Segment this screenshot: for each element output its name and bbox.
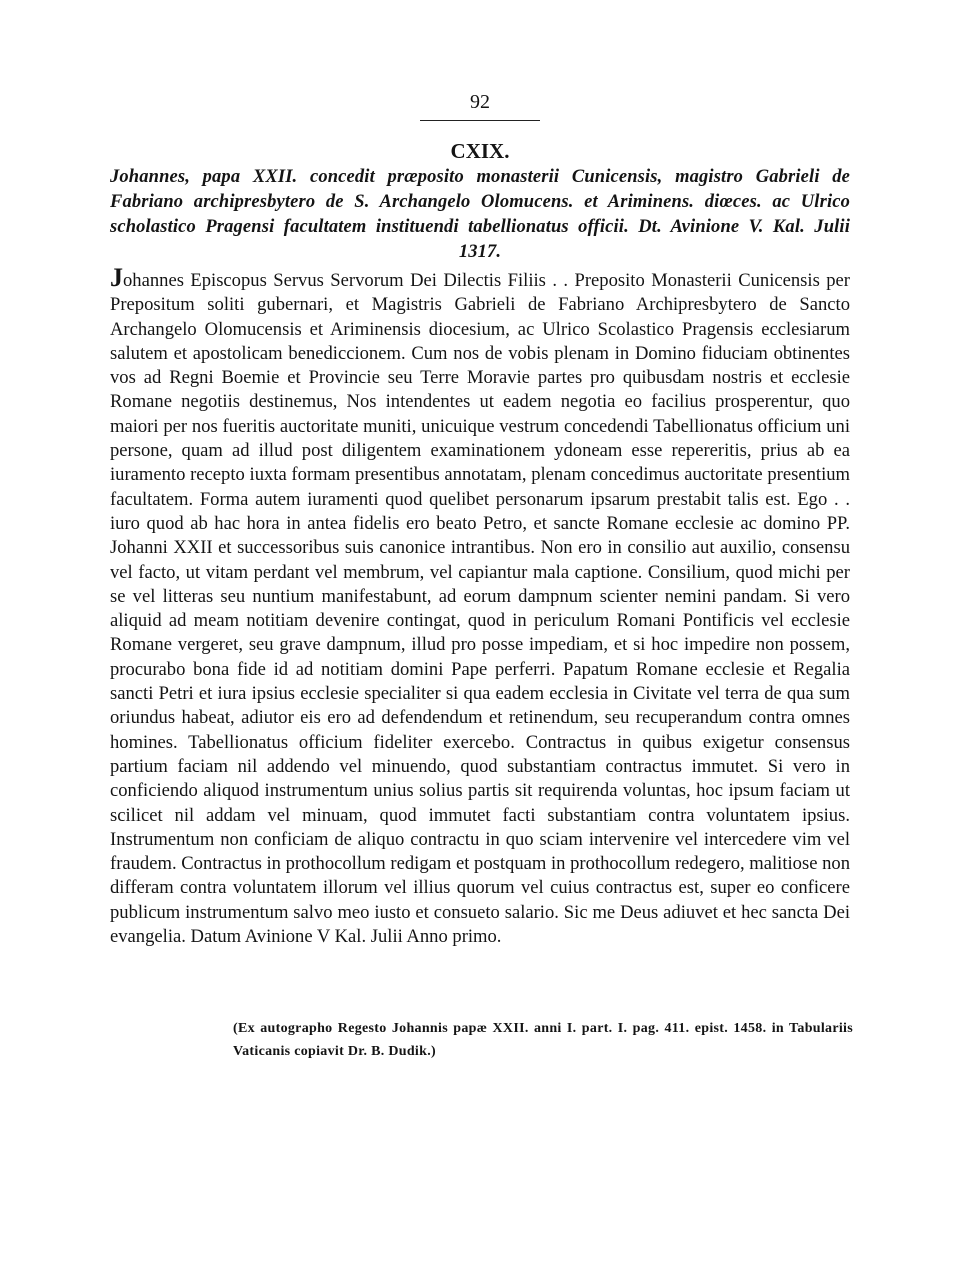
- initial-letter: J: [110, 263, 123, 292]
- page-number-rule: [420, 120, 540, 121]
- document-headnote: Johannes, papa XXII. concedit præposito monasterii Cunicensis, magistro Gabrieli de Fabriano archipresbytero de S. Archangelo Olomucens. et Ariminens. diœces. ac Ulrico scholastico Pragensi facultatem instituendi tabellionatus officii. Dt. Avinione V. Kal. Julii 1317.: [110, 167, 850, 262]
- body-text: ohannes Episcopus Servus Servorum Dei Dilectis Filiis . . Preposito Monasterii Cunicensis per Prepositum soliti gubernari, et Magistris Gabrieli de Fabriano Archipresbytero de Sancto Archangelo Olomucensis et Ariminensis diocesium, ac Ulrico Scolastico Pragensis ecclesiarum salutem et apostolicam benediccionem. Cum nos de vobis plenam in Domino fiduciam obtinentes vos ad Regni Boemie et Provincie seu Terre Moravie partes pro quibusdam nostris et ecclesie Romane negotiis destinemus, Nos intendentes ut eadem negotia eo facilius prosperentur, quo maiori per nos fueritis auctoritate muniti, unicuique vestrum concedendi Tabellionatus officium uni persone, quam ad illud post diligentem examinationem ydoneam esse repereritis, prius ab ea iuramento recepto iuxta formam presentibus annotatam, plenam concedimus auctoritate presentium facultatem. Forma autem iuramenti quod quelibet personarum ipsarum prestabit talis est. Ego . . iuro quod ab hac hora in antea fidelis ero beato Petro, et sancte Romane ecclesie ac domino PP. Johanni XXII et successoribus suis canonice intrantibus. Non ero in consilio aut auxilio, consensu vel facto, ut vitam perdant vel membrum, vel capiantur mala captione. Consilium, quod michi per se vel litteras seu nuntium manifestabunt, ad eorum dampnum scienter nemini pandam. Si vero aliquid ad meam notitiam devenire contingat, quod in periculum Romani Pontificis vel ecclesie Romane vergeret, seu grave dampnum, illud pro posse impediam, et si hoc impedire non possem, procurabo bona fide id ad notitiam domini Pape perferri. Papatum Romane ecclesie et Regalia sancti Petri et iura ipsius ecclesie specialiter si qua eadem ecclesia in Civitate vel terra de qua sum oriundus habeat, adiutor eis ero ad defendendum et retinendum, seu recuperandum contra omnes homines. Tabellionatus officium fideliter exercebo. Contractus in quibus exigetur consensus partium faciam nil addendo vel minuendo, quod substantiam contractus immutet. Si vero in conficiendo aliquod instrumentum unius solius partis sit requirenda voluntas, hoc ipsum faciam ut scilicet nil addam vel minuam, quod immutet facti substantiam contra voluntatem ipsius. Instrumentum non conficiam de aliquo contractu in quo sciam intervenire vel intercedere vim vel fraudem. Contractus in prothocollum redigam et postquam in prothocollum redegero, malitiose non differam contra voluntatem illorum vel illius quorum vel cuius contractus est, super eo conficere publicum instrumentum salvo meo iusto et consueto salario. Sic me Deus adiuvet et hec sancta Dei evangelia. Datum Avinione V Kal. Julii Anno primo.: [110, 270, 850, 948]
- document-body: [110, 263, 850, 949]
- source-note: (Ex autographo Regesto Johannis papæ XXII. anni I. part. I. pag. 411. epist. 1458. in Tabulariis Vaticanis copiavit Dr. B. Dudik.): [233, 1021, 853, 1059]
- document-number: CXIX.: [450, 139, 510, 163]
- page-number: 92: [470, 91, 490, 113]
